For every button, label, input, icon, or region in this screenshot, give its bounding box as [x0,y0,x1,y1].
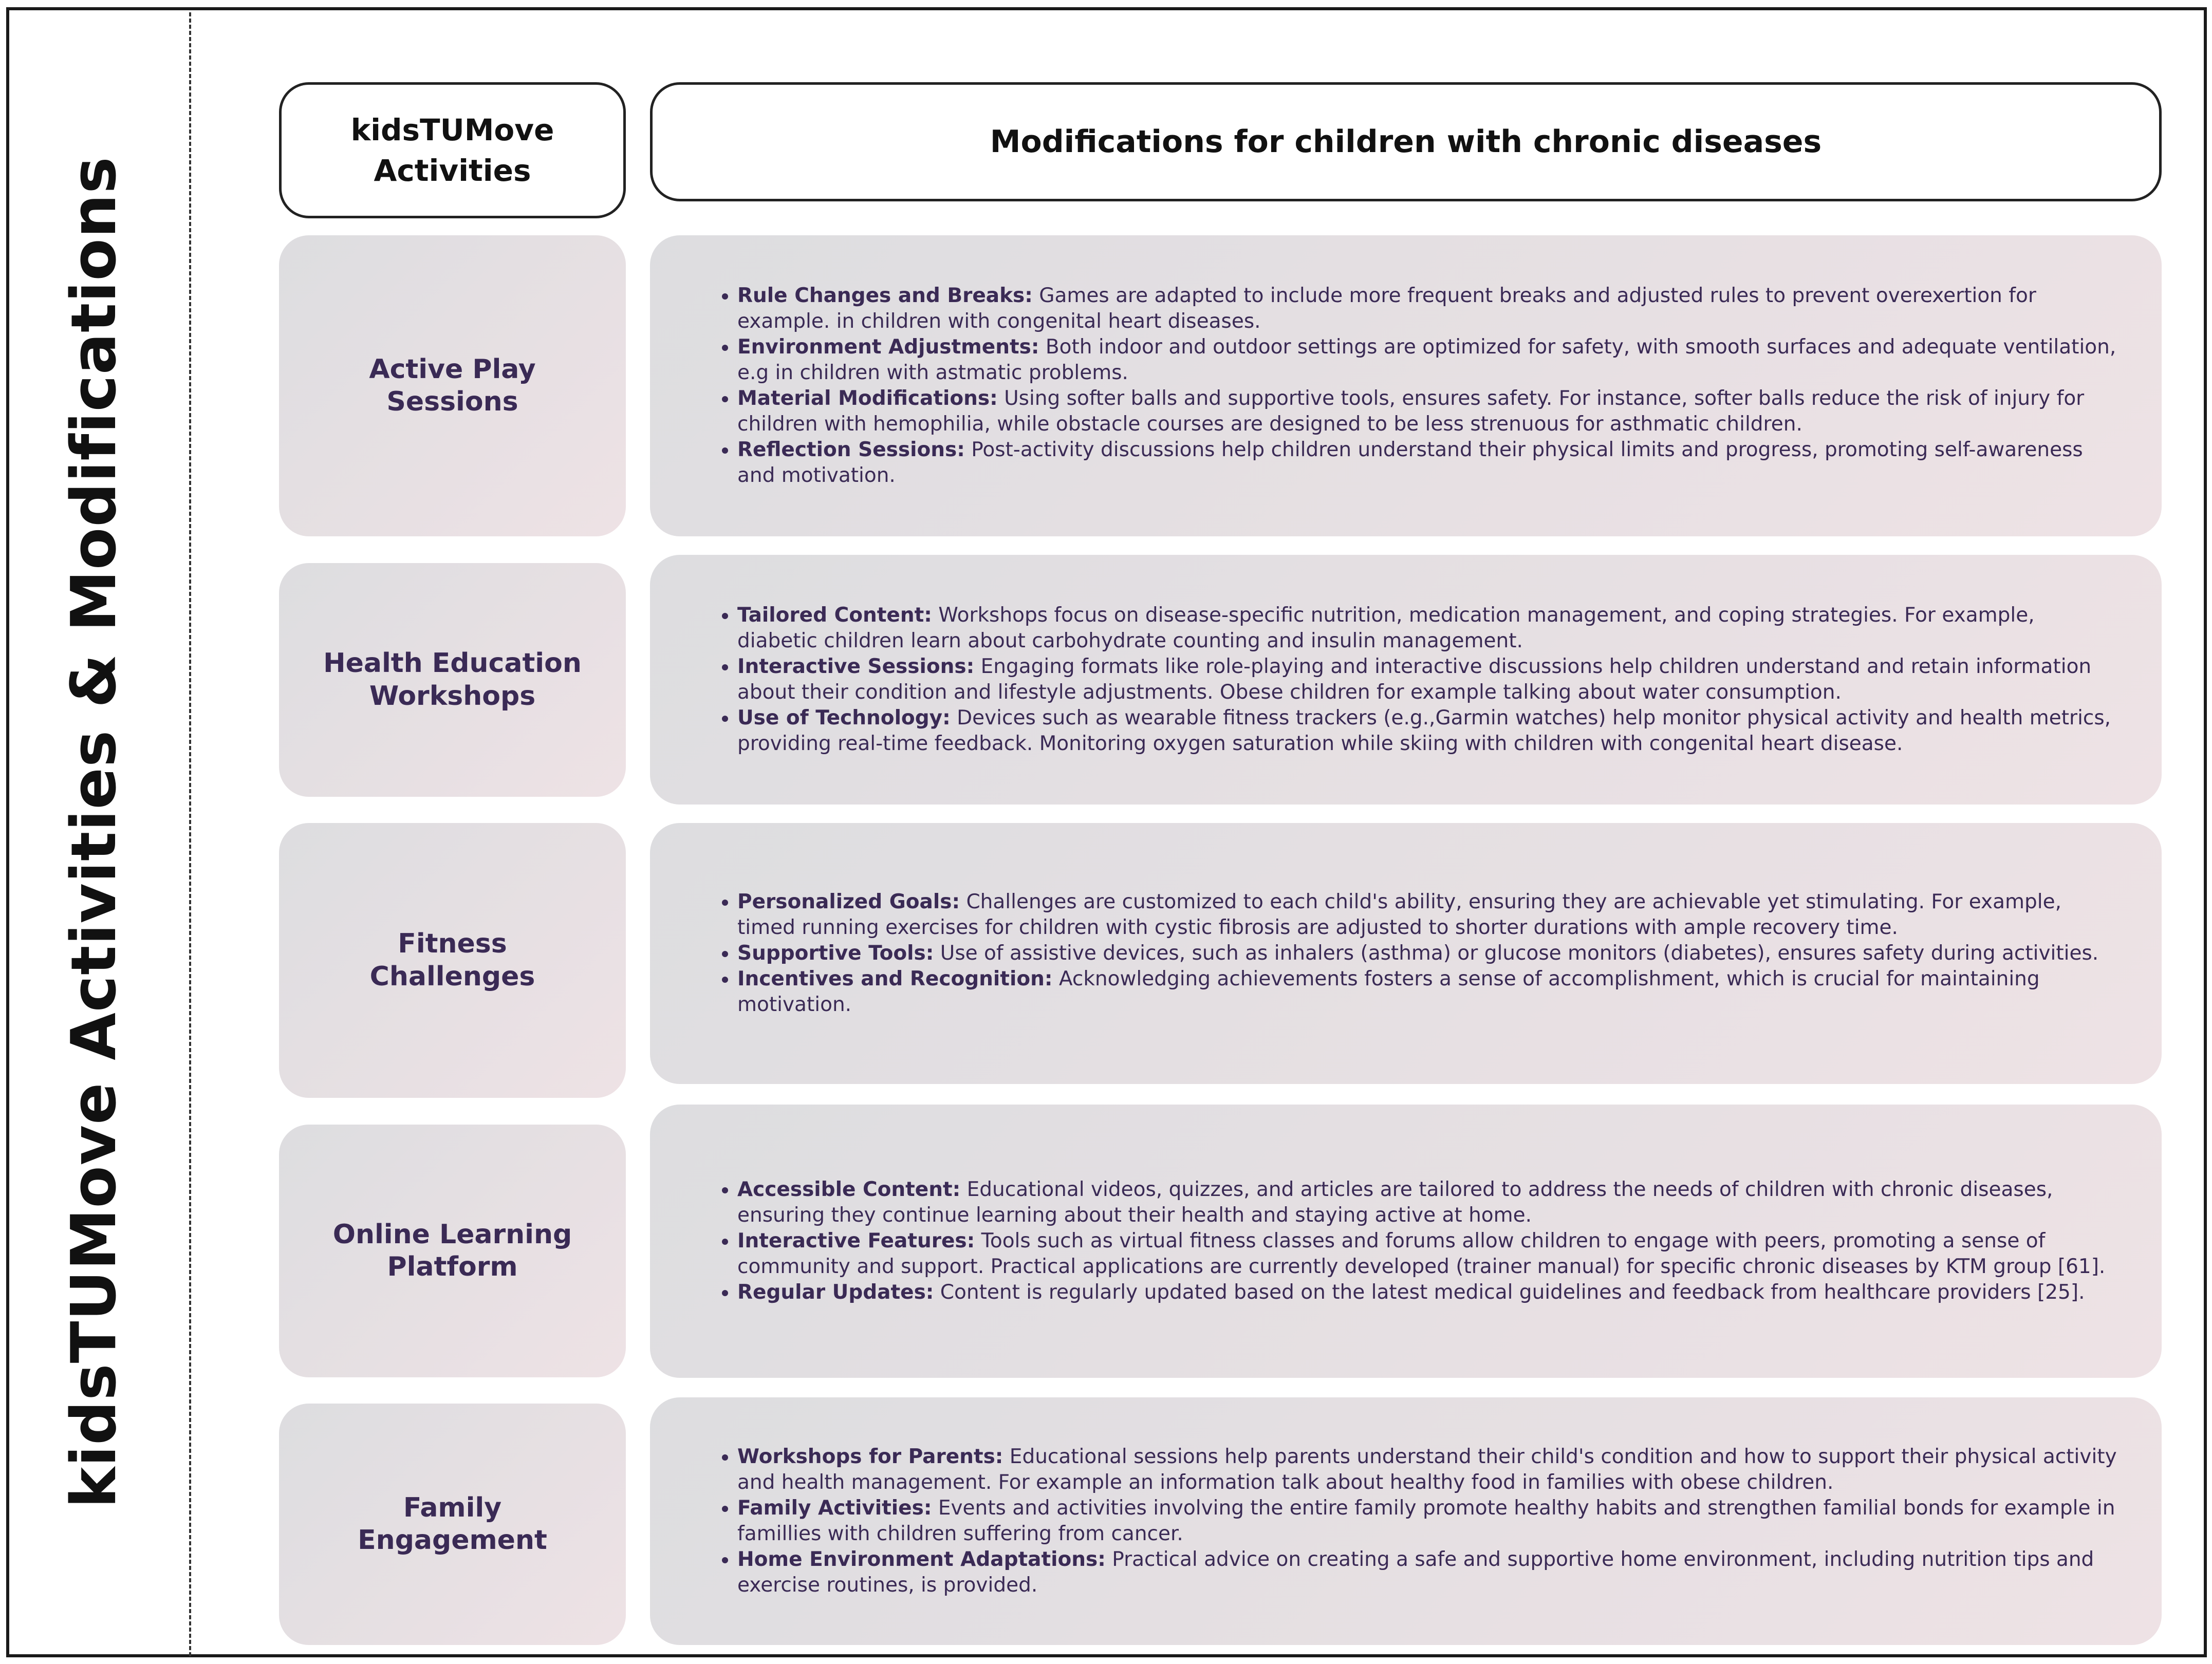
modifications-header-label: Modifications for children with chronic diseases [990,124,1822,160]
modification-list [701,889,2121,1018]
list-item [737,889,2121,941]
activity-label: Family Engagement [358,1492,547,1556]
item-text: Games are adapted to include more frequent breaks and adjusted rules to prevent overexertion for example. in children with congenital heart diseases. [737,284,2036,333]
item-term: Rule Changes and Breaks: [737,284,1033,307]
activity-label: Online Learning Platform [332,1219,572,1282]
item-text: Post-activity discussions help children understand their physical limits and progress, promoting self-awareness and motivation. [737,438,2083,487]
modifications-box-fitness-challenges [650,823,2162,1084]
modification-list [701,1177,2121,1305]
activity-label: Fitness Challenges [369,928,535,992]
modification-list [701,603,2121,757]
item-term: Personalized Goals: [737,890,960,913]
list-item [737,941,2121,966]
item-term: Use of Technology: [737,706,951,730]
list-item [737,386,2121,437]
activity-box-family-engagement [279,1404,626,1645]
list-item [737,1495,2121,1547]
list-item [737,966,2121,1018]
modifications-box-active-play [650,235,2162,536]
list-item [737,1280,2121,1305]
item-text: Educational sessions help parents understand their child's condition and how to support their physical activity and health management. For example an information talk about healthy food in families with obese children. [737,1445,2117,1494]
activity-box-online-learning [279,1125,626,1377]
item-term: Incentives and Recognition: [737,967,1053,990]
activity-box-health-education [279,563,626,797]
item-text: Practical advice on creating a safe and supportive home environment, including nutrition tips and exercise routines, is provided. [737,1548,2094,1597]
side-title-area [0,0,189,1664]
item-term: Accessible Content: [737,1178,961,1201]
modification-list [701,1444,2121,1598]
list-item [737,1228,2121,1280]
list-item [737,1547,2121,1598]
item-text: Use of assistive devices, such as inhalers (asthma) or glucose monitors (diabetes), ensures safety during activities. [934,942,2099,965]
item-text: Content is regularly updated based on the latest medical guidelines and feedback from healthcare providers [25]. [934,1281,2085,1304]
activity-box-active-play [279,235,626,536]
item-text: Engaging formats like role-playing and interactive discussions help children understand and retain information about their condition and lifestyle adjustments. Obese children for example talking about water consumption. [737,655,2092,704]
item-text: Challenges are customized to each child's ability, ensuring they are achievable yet stimulating. For example, timed running exercises for children with cystic fibrosis are adjusted to shorter durations with ample recovery time. [737,890,2061,939]
list-item [737,705,2121,757]
modification-list [701,283,2121,489]
vertical-divider [189,12,191,1656]
item-term: Interactive Features: [737,1229,975,1252]
activity-label: Health Education Workshops [323,648,582,712]
activities-header [279,82,626,218]
item-term: Environment Adjustments: [737,335,1039,359]
item-term: Home Environment Adaptations: [737,1548,1106,1571]
item-text: Tools such as virtual fitness classes and forums allow children to engage with peers, promoting a sense of community and support. Practical applications are currently developed (trainer manual) for specific chronic diseases by KTM group [61]. [737,1229,2106,1278]
modifications-box-online-learning [650,1105,2162,1378]
item-term: Material Modifications: [737,387,998,410]
item-term: Supportive Tools: [737,942,934,965]
item-term: Regular Updates: [737,1281,934,1304]
side-title: kidsTUMove Activities & Modifications [59,156,130,1508]
activity-box-fitness-challenges [279,823,626,1098]
modifications-box-health-education [650,555,2162,805]
activity-label: Active Play Sessions [369,353,536,417]
activities-header-label: kidsTUMove Activities [350,113,554,188]
list-item [737,283,2121,334]
list-item [737,654,2121,705]
modifications-header [650,82,2162,201]
list-item [737,1444,2121,1495]
item-text: Devices such as wearable fitness trackers (e.g.,Garmin watches) help monitor physical activity and health metrics, providing real-time feedback. Monitoring oxygen saturation while skiing with children with congenital heart disease. [737,706,2111,755]
item-term: Reflection Sessions: [737,438,965,461]
list-item [737,1177,2121,1228]
item-term: Family Activities: [737,1497,932,1520]
list-item [737,334,2121,386]
item-text: Both indoor and outdoor settings are optimized for safety, with smooth surfaces and adequate ventilation, e.g in children with astmatic problems. [737,335,2116,384]
item-text: Workshops focus on disease-specific nutrition, medication management, and coping strategies. For example, diabetic children learn about carbohydrate counting and insulin management. [737,604,2035,652]
list-item [737,437,2121,489]
list-item [737,603,2121,654]
item-text: Educational videos, quizzes, and articles are tailored to address the needs of children with chronic diseases, ensuring they continue learning about their health and staying active at home. [737,1178,2053,1227]
item-term: Tailored Content: [737,604,932,627]
item-term: Workshops for Parents: [737,1445,1003,1468]
item-term: Interactive Sessions: [737,655,975,678]
item-text: Events and activities involving the entire family promote healthy habits and strengthen familial bonds for example in famillies with children suffering from cancer. [737,1497,2115,1545]
item-text: Using softer balls and supportive tools, ensures safety. For instance, softer balls reduce the risk of injury for children with hemophilia, while obstacle courses are designed to be less strenuous for asthmatic children. [737,387,2085,436]
modifications-box-family-engagement [650,1397,2162,1645]
item-text: Acknowledging achievements fosters a sense of accomplishment, which is crucial for maintaining motivation. [737,967,2040,1016]
